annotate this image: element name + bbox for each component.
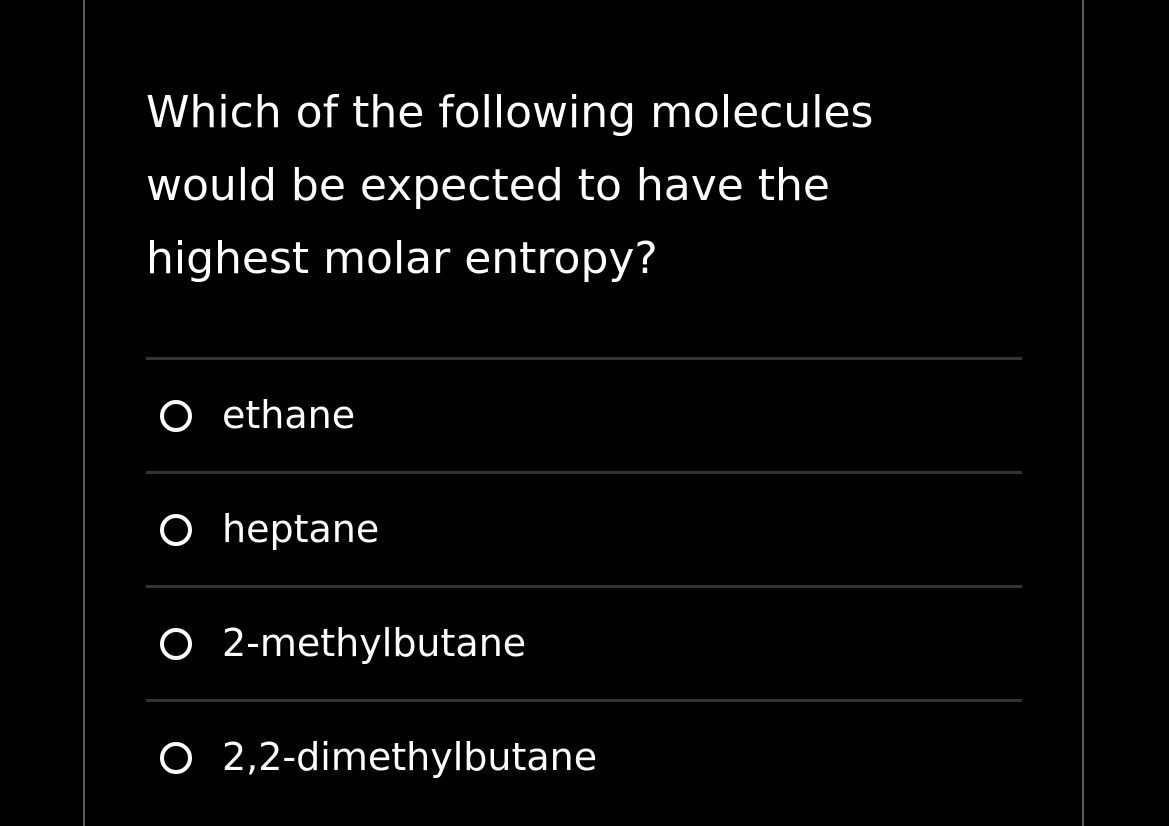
option-label: 2-methylbutane bbox=[222, 621, 527, 665]
radio-button-icon[interactable] bbox=[160, 628, 192, 660]
option-ethane[interactable] bbox=[146, 357, 1022, 471]
option-label: 2,2-dimethylbutane bbox=[222, 735, 598, 779]
option-2-methylbutane[interactable] bbox=[146, 585, 1022, 699]
option-label: ethane bbox=[222, 393, 356, 437]
radio-button-icon[interactable] bbox=[160, 514, 192, 546]
option-heptane[interactable] bbox=[146, 471, 1022, 585]
radio-button-icon[interactable] bbox=[160, 400, 192, 432]
option-label: heptane bbox=[222, 507, 380, 551]
answer-options bbox=[146, 357, 1022, 813]
option-2-2-dimethylbutane[interactable] bbox=[146, 699, 1022, 813]
radio-button-icon[interactable] bbox=[160, 742, 192, 774]
question-text: Which of the following molecules would be expected to have the highest molar entropy? bbox=[146, 87, 874, 284]
